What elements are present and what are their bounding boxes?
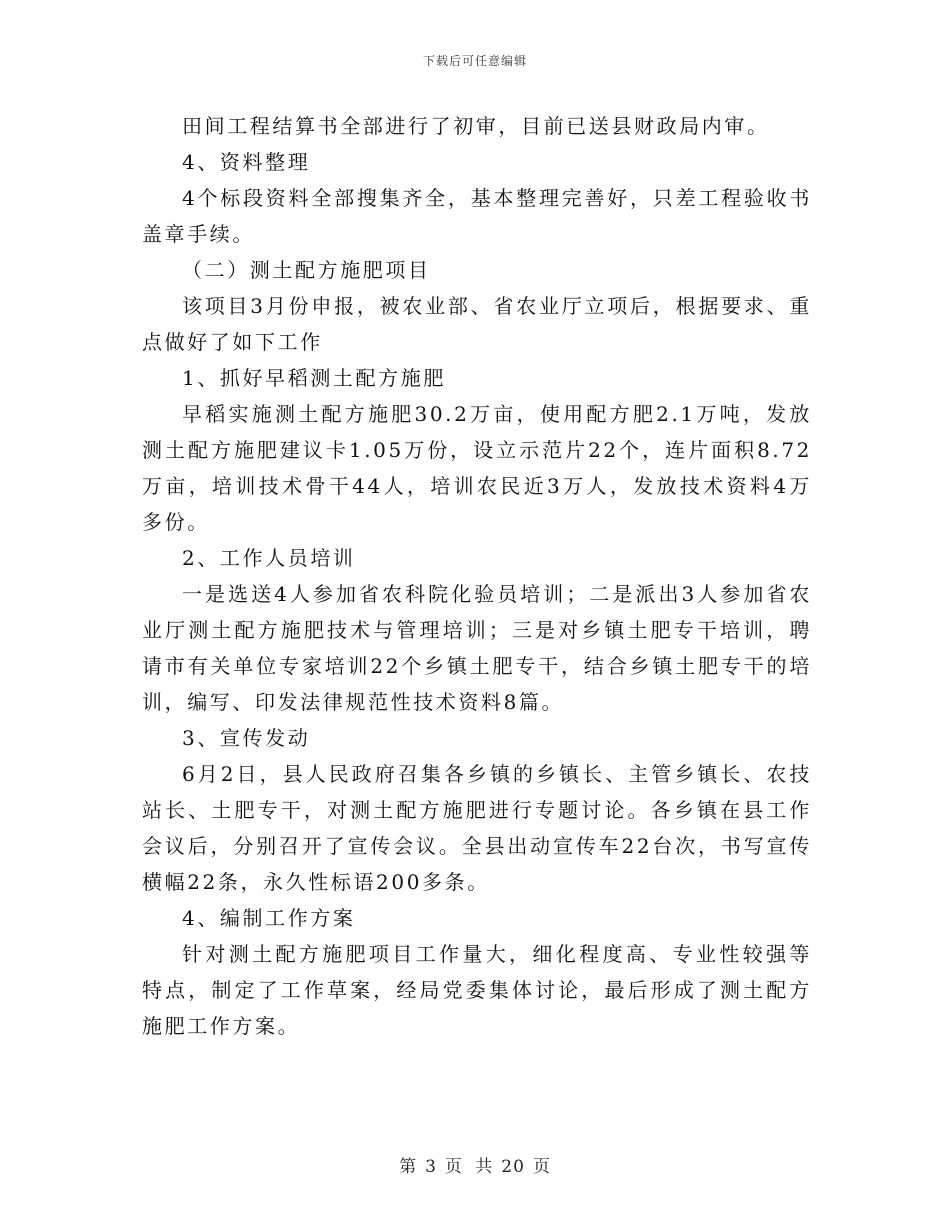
section-heading: 3、宣传发动 — [182, 726, 311, 750]
footer-prefix: 第 — [399, 1157, 418, 1177]
section-heading: 4、资料整理 — [182, 150, 311, 174]
page-footer — [0, 1152, 950, 1177]
section-heading: （二）测土配方施肥项目 — [182, 258, 431, 282]
footer-middle: 页 共 — [444, 1157, 494, 1177]
section-heading: 4、编制工作方案 — [182, 906, 356, 930]
footer-total-pages: 20 — [501, 1157, 525, 1177]
paragraph: 6月2日，县人民政府召集各乡镇的乡镇长、主管乡镇长、农技站长、土肥专干，对测土配方施肥进行专题讨论。各乡镇在县工作会议后，分别召开了宣传会议。全县出动宣传车22台次，书写宣传横幅22条，永久性标语200多条。 — [142, 762, 812, 894]
footer-page-number: 3 — [425, 1157, 437, 1177]
paragraph: 该项目3月份申报，被农业部、省农业厅立项后，根据要求、重点做好了如下工作 — [142, 294, 812, 354]
paragraph: 4个标段资料全部搜集齐全，基本整理完善好，只差工程验收书盖章手续。 — [142, 186, 812, 246]
paragraph: 田间工程结算书全部进行了初审，目前已送县财政局内审。 — [182, 114, 770, 138]
paragraph: 早稻实施测土配方施肥30.2万亩，使用配方肥2.1万吨，发放测土配方施肥建议卡1.05万份，设立示范片22个，连片面积8.72万亩，培训技术骨干44人，培训农民近3万人，发放技术资料4万多份。 — [142, 402, 812, 534]
paragraph: 针对测土配方施肥项目工作量大，细化程度高、专业性较强等特点，制定了工作草案，经局党委集体讨论，最后形成了测土配方施肥工作方案。 — [142, 942, 812, 1038]
page-header: 下载后可任意编辑 — [422, 54, 527, 68]
section-heading: 1、抓好早稻测土配方施肥 — [182, 366, 446, 390]
document-body — [142, 108, 812, 1044]
paragraph: 一是选送4人参加省农科院化验员培训；二是派出3人参加省农业厅测土配方施肥技术与管理培训；三是对乡镇土肥专干培训，聘请市有关单位专家培训22个乡镇土肥专干，结合乡镇土肥专干的培训，编写、印发法律规范性技术资料8篇。 — [142, 582, 812, 714]
footer-suffix: 页 — [532, 1157, 551, 1177]
section-heading: 2、工作人员培训 — [182, 546, 356, 570]
